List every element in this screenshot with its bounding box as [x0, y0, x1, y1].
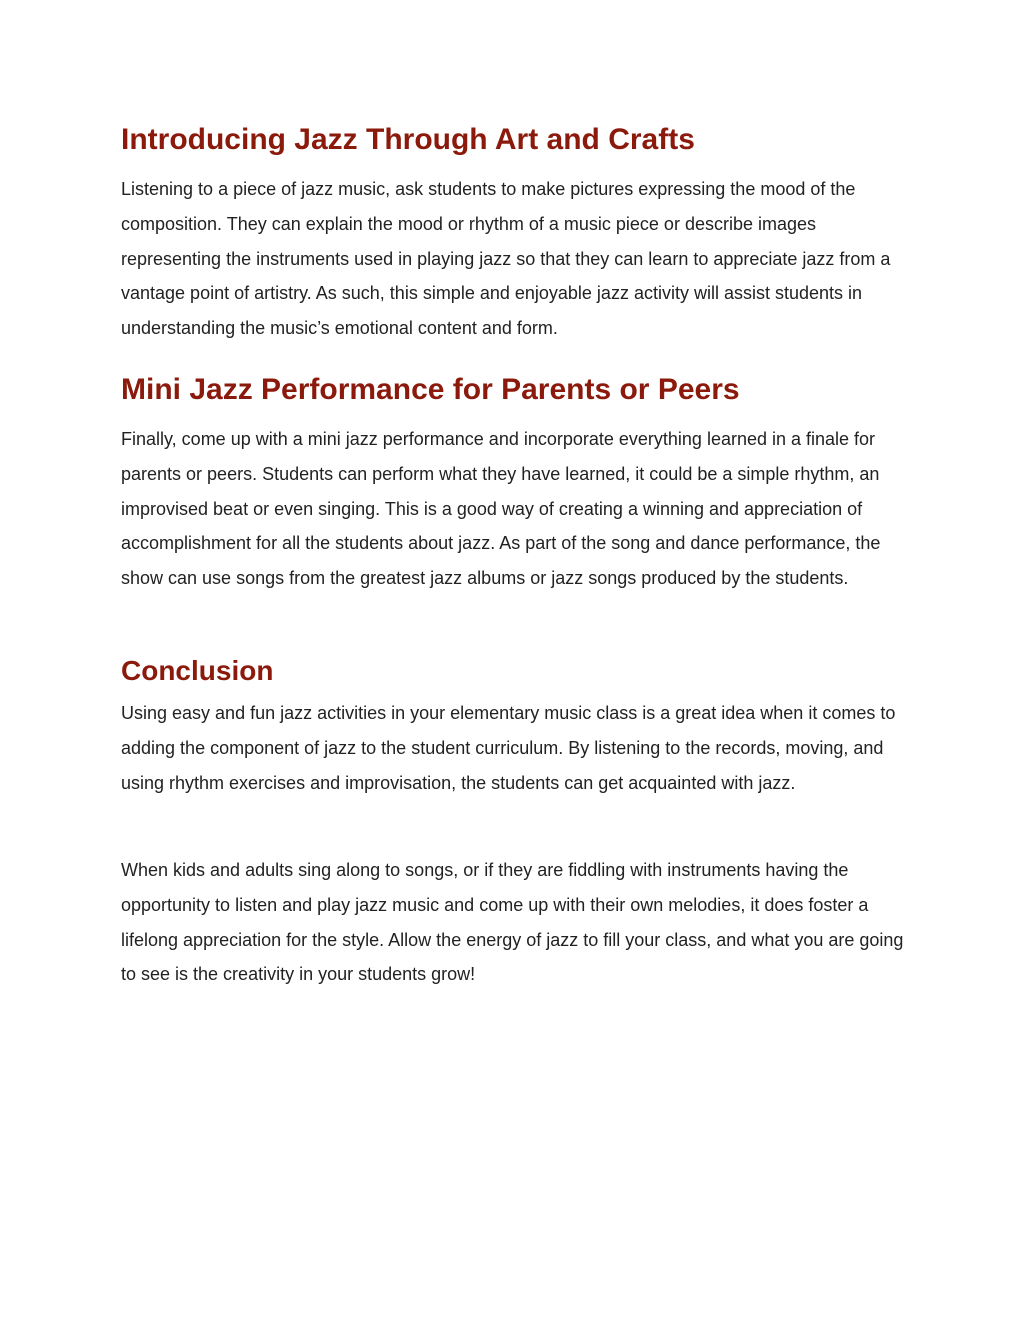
section-heading-art-and-crafts: Introducing Jazz Through Art and Crafts: [121, 123, 695, 156]
section-heading-mini-performance: Mini Jazz Performance for Parents or Peers: [121, 373, 740, 406]
section-heading-conclusion: Conclusion: [121, 655, 274, 686]
conclusion-paragraph-2: When kids and adults sing along to songs, or if they are fiddling with instruments having the opportunity to listen and play jazz music and come up with their own melodies, it does foster a lifelong appreciation for the style. Allow the energy of jazz to fill your class, and what you are going to see is the creativity in your students grow!: [121, 860, 904, 985]
section-paragraph-mini-performance: Finally, come up with a mini jazz performance and incorporate everything learned in a finale for parents or peers. Students can perform what they have learned, it could be a simple rhythm, an improvised beat or even singing. This is a good way of creating a winning and appreciation of accomplishment for all the students about jazz. As part of the song and dance performance, the show can use songs from the greatest jazz albums or jazz songs produced by the students.: [121, 429, 881, 589]
conclusion-paragraph-1: Using easy and fun jazz activities in your elementary music class is a great idea when it comes to adding the component of jazz to the student curriculum. By listening to the records, moving, and using rhythm exercises and improvisation, the students can get acquainted with jazz.: [121, 703, 896, 793]
section-paragraph-art-and-crafts: Listening to a piece of jazz music, ask students to make pictures expressing the mood of the composition. They can explain the mood or rhythm of a music piece or describe images representing the instruments used in playing jazz so that they can learn to appreciate jazz from a vantage point of artistry. As such, this simple and enjoyable jazz activity will assist students in understanding the music’s emotional content and form.: [121, 179, 891, 339]
